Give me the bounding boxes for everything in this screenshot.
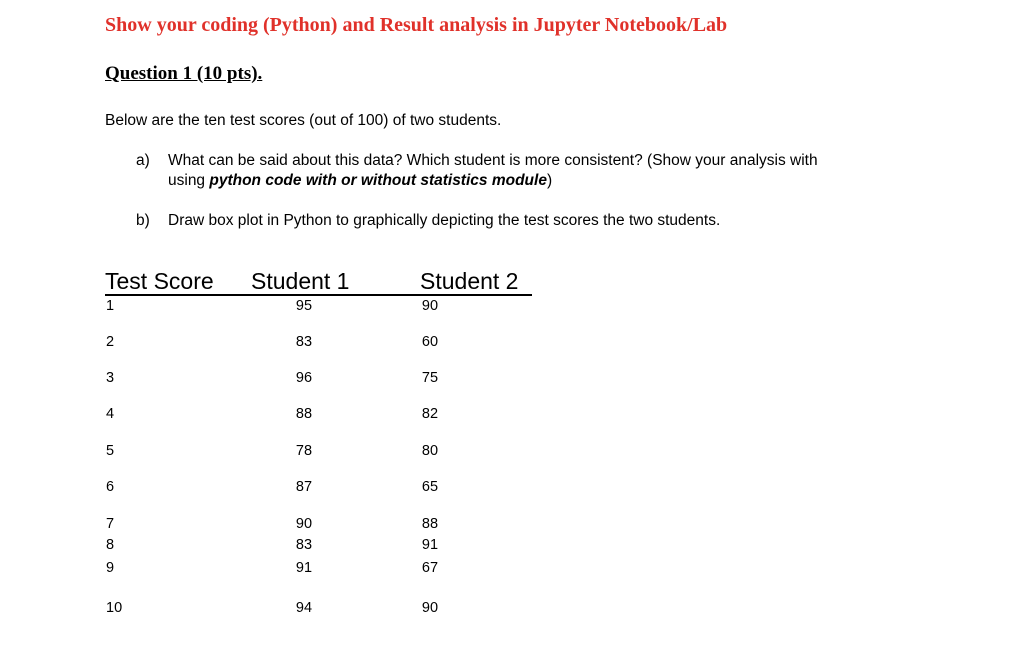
row-test-number: 9 — [106, 560, 115, 576]
row-student-1-score: 96 — [295, 370, 313, 386]
question-a-emphasis: python code with or without statistics module — [209, 172, 547, 189]
row-student-2-score: 67 — [421, 560, 439, 576]
question-a-line2 — [168, 171, 818, 191]
row-student-1-score: 83 — [295, 334, 313, 350]
header-student-1: Student 1 — [251, 268, 350, 294]
row-student-1-score: 90 — [295, 516, 313, 532]
intro-text: Below are the ten test scores (out of 100) of two students. — [105, 112, 502, 129]
row-test-number: 7 — [106, 516, 115, 532]
row-student-2-score: 75 — [421, 370, 439, 386]
row-student-1-score: 87 — [295, 479, 313, 495]
question-a-line2-suffix: ) — [546, 172, 553, 189]
question-a-line2-prefix: using — [168, 172, 210, 189]
question-b-text: Draw box plot in Python to graphically depicting the test scores the two students. — [168, 212, 721, 229]
row-student-1-score: 95 — [295, 298, 313, 314]
row-student-2-score: 90 — [421, 600, 439, 616]
row-student-1-score: 78 — [295, 443, 313, 459]
row-student-1-score: 88 — [295, 406, 313, 422]
row-test-number: 5 — [106, 443, 115, 459]
row-test-number: 2 — [106, 334, 115, 350]
row-test-number: 10 — [106, 600, 123, 616]
row-test-number: 6 — [106, 479, 115, 495]
question-a-text — [168, 151, 818, 191]
row-student-2-score: 65 — [421, 479, 439, 495]
header-test-score: Test Score — [105, 268, 214, 294]
row-student-1-score: 91 — [295, 560, 313, 576]
header-underline — [105, 294, 532, 296]
row-student-2-score: 90 — [421, 298, 439, 314]
question-heading: Question 1 (10 pts). — [105, 63, 263, 84]
row-student-2-score: 91 — [421, 537, 439, 553]
question-a-line1: What can be said about this data? Which student is more consistent? (Show your analysis with — [168, 152, 818, 169]
row-student-2-score: 88 — [421, 516, 439, 532]
row-test-number: 8 — [106, 537, 115, 553]
assignment-title: Show your coding (Python) and Result analysis in Jupyter Notebook/Lab — [105, 14, 728, 36]
row-student-1-score: 83 — [295, 537, 313, 553]
row-test-number: 1 — [106, 298, 115, 314]
row-test-number: 3 — [106, 370, 115, 386]
row-student-2-score: 80 — [421, 443, 439, 459]
row-student-2-score: 82 — [421, 406, 439, 422]
question-a-letter: a) — [136, 152, 150, 169]
question-b-letter: b) — [136, 212, 150, 229]
header-student-2: Student 2 — [420, 268, 519, 294]
row-student-2-score: 60 — [421, 334, 439, 350]
row-student-1-score: 94 — [295, 600, 313, 616]
row-test-number: 4 — [106, 406, 115, 422]
